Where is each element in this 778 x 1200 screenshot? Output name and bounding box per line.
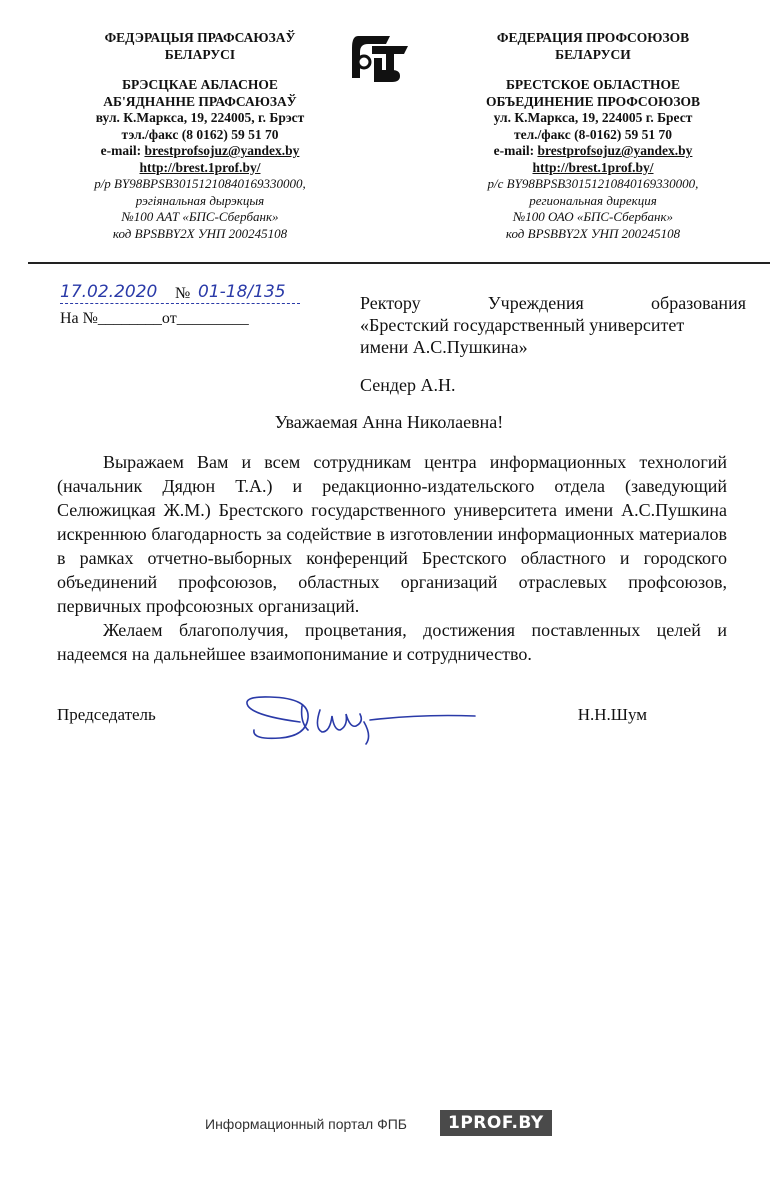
site-link-ru[interactable]: http://brest.1prof.by/: [532, 159, 654, 175]
org-name-ru: ФЕДЕРАЦИЯ ПРОФСОЮЗОВ: [496, 30, 690, 45]
addressee-line1-part3: образования: [651, 293, 746, 313]
org-country-ru: БЕЛАРУСИ: [555, 46, 631, 62]
header-divider: [28, 262, 770, 264]
phone-ru: тел./факс (8-0162) 59 51 70: [513, 126, 673, 142]
addressee-line1: [360, 292, 746, 314]
email-row-by: [40, 143, 360, 160]
addressee-line1-part2: Учреждения: [487, 293, 584, 313]
signatory-title: Председатель: [57, 705, 156, 724]
bank-line1-ru: региональная дирекция: [529, 192, 657, 208]
letter-body: [57, 450, 727, 666]
body-paragraph-1: Выражаем Вам и всем сотрудникам центра информационных технологий (начальник Дядюн Т.А.) и редакционно-издательского отдела (заведующий Селюжицкая Ж.М.) Брестского государственного университета имени А.С.Пушкина искреннюю благодарность за содействие в изготовлении информационных материалов в рамках отчетно-выборных конференций Брестского областного и городского объединений профсоюзов, областных организаций отраслевых профсоюзов, первичных профсоюзных организаций.: [57, 452, 727, 616]
signatory-name: Н.Н.Шум: [577, 705, 647, 724]
account-ru: р/с BY98BPSB30151210840169330000,: [487, 176, 699, 191]
registration-date: 17.02.2020: [60, 282, 158, 302]
address-by: вул. К.Маркса, 19, 224005, г. Брэст: [95, 110, 305, 125]
bank-line2-by: №100 ААТ «БПС-Сбербанк»: [121, 209, 279, 224]
registration-number: 01-18/135: [198, 282, 286, 302]
bank-line2-ru: №100 ОАО «БПС-Сбербанк»: [512, 209, 674, 224]
handwritten-signature-icon: [240, 692, 490, 747]
sub-org-line2-by: АБ'ЯДНАННЕ ПРАФСАЮЗАЎ: [103, 93, 297, 109]
address-ru: ул. К.Маркса, 19, 224005 г. Брест: [493, 110, 693, 125]
bank-line1-by: рэгіянальная дырэкцыя: [135, 192, 265, 208]
header-left: [40, 30, 360, 242]
email-link-by[interactable]: brestprofsojuz@yandex.by: [144, 143, 300, 158]
site-link-by[interactable]: http://brest.1prof.by/: [139, 159, 261, 175]
addressee-line2: «Брестский государственный университет: [360, 315, 685, 335]
phone-by: тэл./факс (8 0162) 59 51 70: [121, 126, 279, 142]
registration-number-sign: №: [175, 285, 191, 302]
reference-line: На №________от_________: [60, 310, 249, 327]
sub-org-line1-by: БРЭСЦКАЕ АБЛАСНОЕ: [122, 77, 278, 92]
addressee-name: Сендер А.Н.: [360, 375, 456, 395]
sub-org-line2-ru: ОБЪЕДИНЕНИЕ ПРОФСОЮЗОВ: [486, 93, 700, 109]
addressee-line1-part1: Ректору: [360, 293, 421, 313]
codes-by: код BPSBBY2X УНП 200245108: [112, 225, 288, 241]
registration-underline: [60, 303, 300, 304]
org-country-by: БЕЛАРУСІ: [164, 46, 236, 62]
codes-ru: код BPSBBY2X УНП 200245108: [505, 225, 681, 241]
footer-logo[interactable]: 1PROF.BY: [440, 1110, 552, 1136]
addressee-line3: имени А.С.Пушкина»: [360, 337, 528, 357]
account-by: р/р BY98BPSB30151210840169330000,: [94, 176, 306, 191]
sub-org-line1-ru: БРЕСТСКОЕ ОБЛАСТНОЕ: [506, 77, 680, 92]
salutation: Уважаемая Анна Николаевна!: [274, 412, 504, 432]
email-label-ru: e-mail:: [493, 143, 535, 158]
addressee-block: [360, 292, 746, 396]
email-label-by: e-mail:: [100, 143, 142, 158]
email-link-ru[interactable]: brestprofsojuz@yandex.by: [537, 143, 693, 158]
header-right: [428, 30, 758, 242]
footer-text: Информационный портал ФПБ: [205, 1116, 407, 1132]
email-row-ru: [428, 143, 758, 160]
org-name-by: ФЕДЭРАЦЫЯ ПРАФСАЮЗАЎ: [104, 30, 296, 45]
body-paragraph-2: Желаем благополучия, процветания, достижения поставленных целей и надеемся на дальнейшее взаимопонимание и сотрудничество.: [57, 620, 727, 664]
fpb-emblem-icon: [350, 30, 414, 84]
